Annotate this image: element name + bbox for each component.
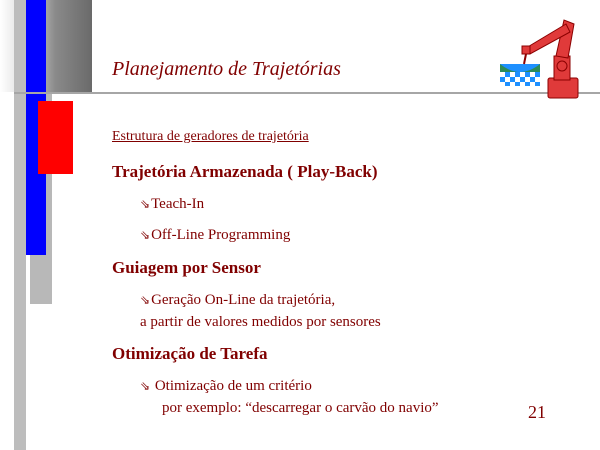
bullet-item <box>140 289 335 311</box>
arrow-icon: ⇘ <box>140 228 151 242</box>
bullet-text: Off-Line Programming <box>151 227 291 243</box>
page-number: 21 <box>528 402 546 422</box>
arrow-icon: ⇘ <box>140 293 151 307</box>
slide-subtitle: Estrutura de geradores de trajetória <box>112 129 309 144</box>
platform-icon <box>500 64 540 86</box>
section-heading-playback: Trajetória Armazenada ( Play-Back) <box>112 162 378 181</box>
bullet-item <box>140 375 312 397</box>
section-heading-sensor: Guiagem por Sensor <box>112 258 261 277</box>
section-heading-optimization: Otimização de Tarefa <box>112 344 268 363</box>
bullet-continuation: a partir de valores medidos por sensores <box>140 314 381 330</box>
slide-title: Planejamento de Trajetórias <box>112 58 341 80</box>
arrow-icon: ⇘ <box>140 197 151 211</box>
bullet-text: Otimização de um critério <box>154 378 312 394</box>
bullet-text: Geração On-Line da trajetória, <box>151 292 336 308</box>
red-block <box>38 101 73 174</box>
bullet-item <box>140 224 290 246</box>
bullet-text: Teach-In <box>151 196 205 212</box>
bullet-item <box>140 193 204 215</box>
arrow-icon: ⇘ <box>140 379 151 393</box>
bullet-continuation: por exemplo: “descarregar o carvão do navio” <box>162 400 439 416</box>
robot-arm-icon <box>498 16 582 102</box>
gray-vertical-strip <box>14 0 26 450</box>
